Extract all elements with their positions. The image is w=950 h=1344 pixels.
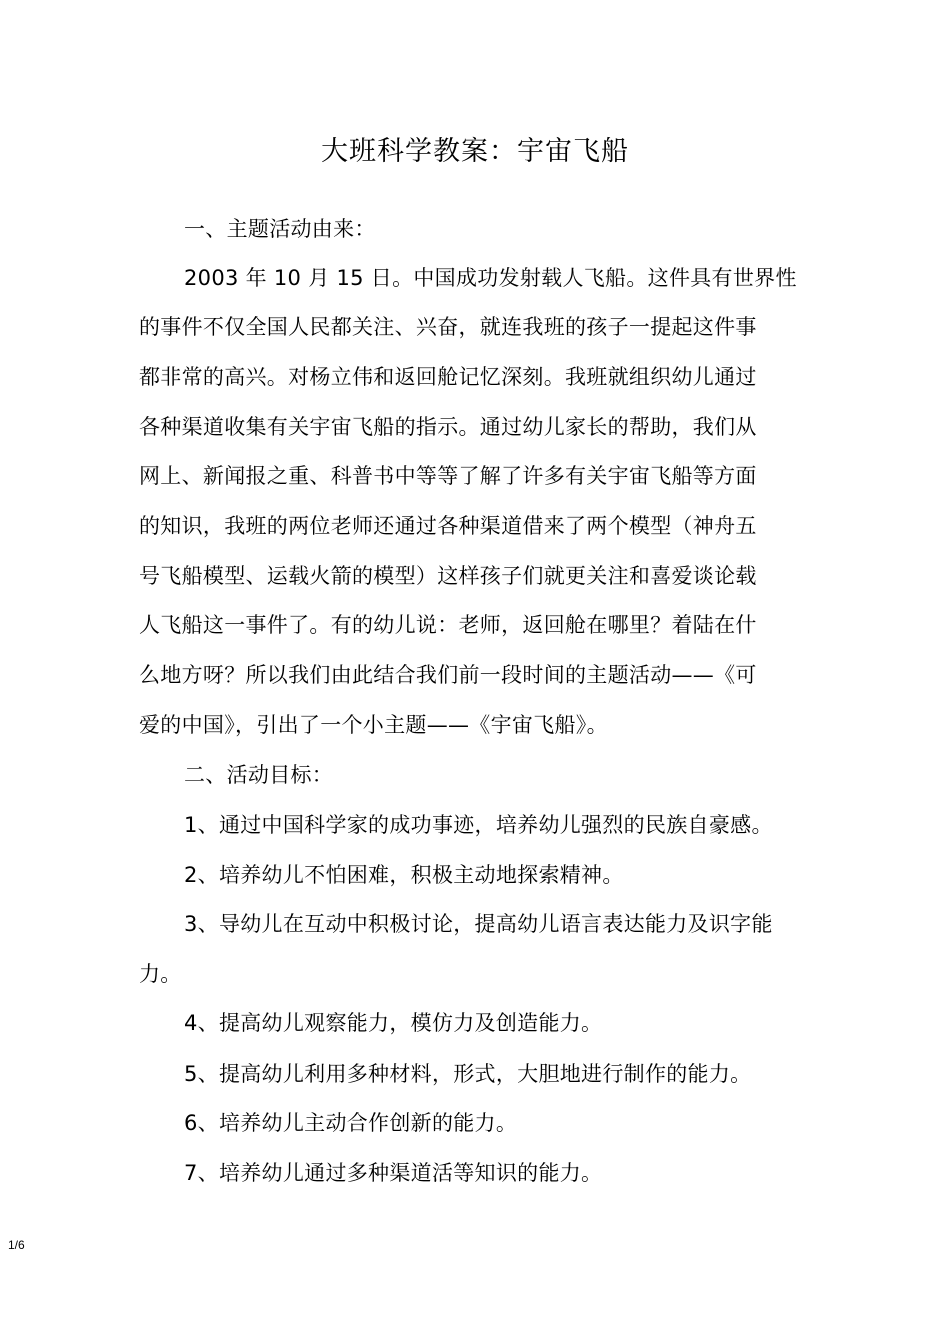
goal-item-continuation: 力。 xyxy=(139,962,182,986)
goal-item: 3、导幼儿在互动中积极讨论，提高幼儿语言表达能力及识字能 xyxy=(184,912,773,936)
paragraph-line: 么地方呀？所以我们由此结合我们前一段时间的主题活动——《可 xyxy=(139,663,757,687)
paragraph-line: 网上、新闻报之重、科普书中等等了解了许多有关宇宙飞船等方面 xyxy=(139,464,757,488)
goal-item: 7、培养幼儿通过多种渠道活等知识的能力。 xyxy=(184,1161,603,1185)
paragraph-line: 号飞船模型、运载火箭的模型）这样孩子们就更关注和喜爱谈论载 xyxy=(139,564,757,588)
page-number: 1/6 xyxy=(8,1238,25,1252)
goal-item: 1、通过中国科学家的成功事迹，培养幼儿强烈的民族自豪感。 xyxy=(184,813,773,837)
paragraph-line: 2003 年 10 月 15 日。中国成功发射载人飞船。这件具有世界性 xyxy=(184,266,797,290)
paragraph-line: 人飞船这一事件了。有的幼儿说：老师，返回舱在哪里？着陆在什 xyxy=(139,613,757,637)
paragraph-line: 都非常的高兴。对杨立伟和返回舱记忆深刻。我班就组织幼儿通过 xyxy=(139,365,757,389)
paragraph-line: 的事件不仅全国人民都关注、兴奋，就连我班的孩子一提起这件事 xyxy=(139,315,757,339)
goal-item: 5、提高幼儿利用多种材料，形式，大胆地进行制作的能力。 xyxy=(184,1062,752,1086)
document-title: 大班科学教案：宇宙飞船 xyxy=(321,136,629,167)
section-heading-origin: 一、主题活动由来： xyxy=(184,217,376,241)
goal-item: 4、提高幼儿观察能力，模仿力及创造能力。 xyxy=(184,1011,603,1035)
paragraph-line: 爱的中国》，引出了一个小主题——《宇宙飞船》。 xyxy=(139,713,608,737)
paragraph-line: 各种渠道收集有关宇宙飞船的指示。通过幼儿家长的帮助，我们从 xyxy=(139,415,757,439)
section-heading-goals: 二、活动目标： xyxy=(184,763,334,787)
paragraph-line: 的知识，我班的两位老师还通过各种渠道借来了两个模型（神舟五 xyxy=(139,514,757,538)
goal-item: 6、培养幼儿主动合作创新的能力。 xyxy=(184,1111,518,1135)
goal-item: 2、培养幼儿不怕困难，积极主动地探索精神。 xyxy=(184,863,624,887)
